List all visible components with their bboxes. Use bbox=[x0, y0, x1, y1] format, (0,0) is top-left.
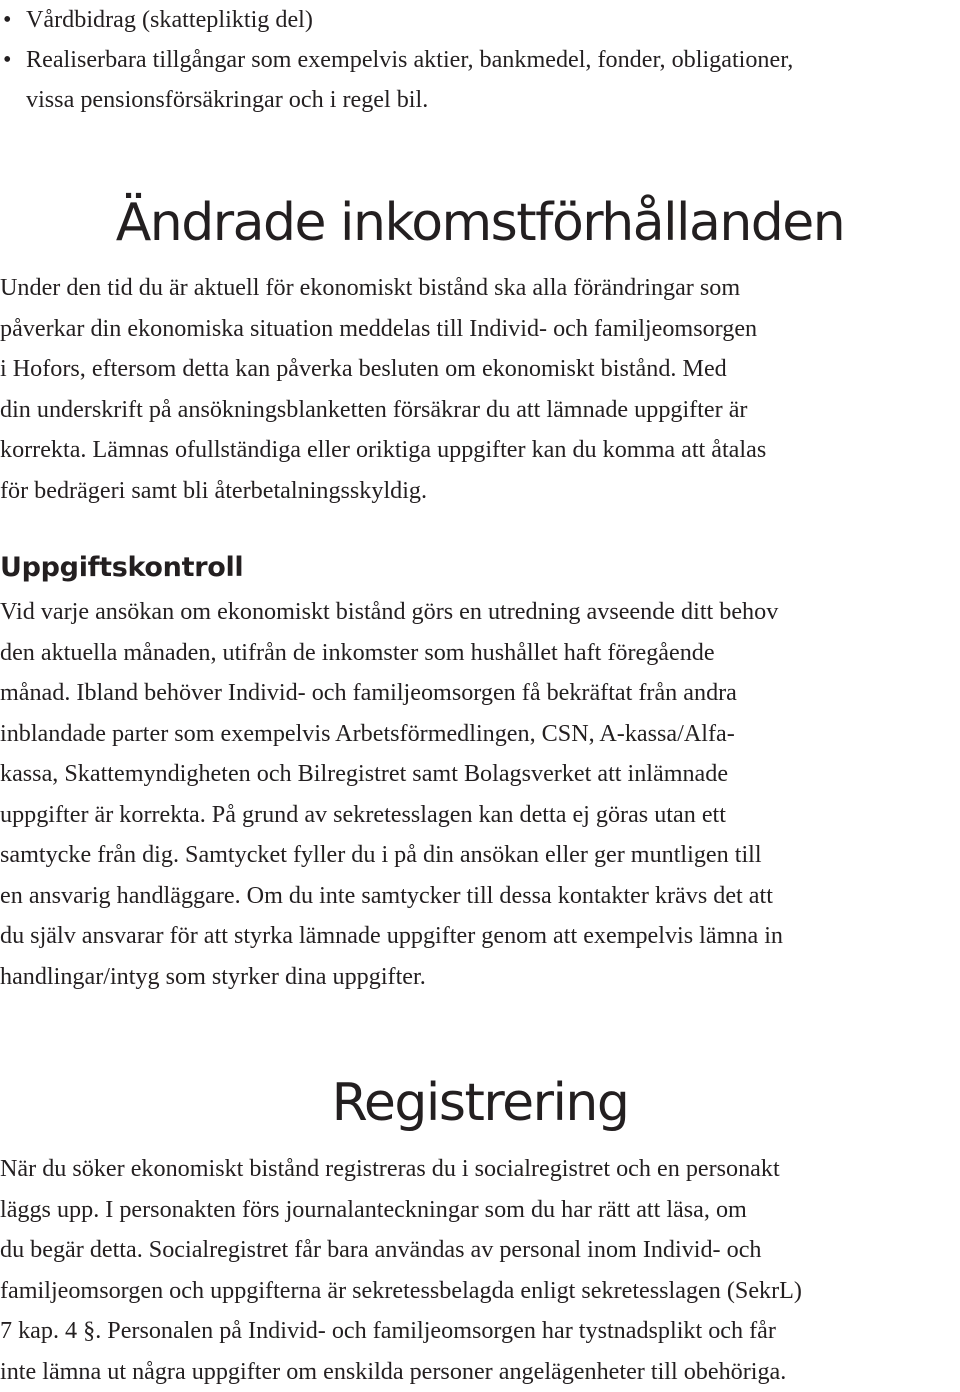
section-heading-registrering: Registrering bbox=[0, 1073, 960, 1133]
list-item-text: Vårdbidrag (skattepliktig del) bbox=[26, 0, 960, 40]
paragraph-line: inblandade parter som exempelvis Arbetsförmedlingen, CSN, A-kassa/Alfa- bbox=[0, 714, 960, 755]
bullet-marker: • bbox=[3, 40, 11, 80]
paragraph-uppgiftskontroll bbox=[0, 592, 960, 997]
paragraph-andrade bbox=[0, 268, 960, 511]
assets-bullet-list bbox=[0, 0, 960, 120]
paragraph-line: handlingar/intyg som styrker dina uppgifter. bbox=[0, 957, 960, 998]
paragraph-line: i Hofors, eftersom detta kan påverka besluten om ekonomiskt bistånd. Med bbox=[0, 349, 960, 390]
paragraph-line: inte lämna ut några uppgifter om enskilda personer angelägenheter till obehöriga. bbox=[0, 1352, 960, 1392]
list-item-text-line: vissa pensionsförsäkringar och i regel bil. bbox=[26, 80, 960, 120]
paragraph-line: samtycke från dig. Samtycket fyller du i på din ansökan eller ger muntligen till bbox=[0, 835, 960, 876]
paragraph-line: kassa, Skattemyndigheten och Bilregistret samt Bolagsverket att inlämnade bbox=[0, 754, 960, 795]
paragraph-line: läggs upp. I personakten förs journalanteckningar som du har rätt att läsa, om bbox=[0, 1190, 960, 1231]
subsection-heading-uppgiftskontroll: Uppgiftskontroll bbox=[0, 548, 243, 588]
paragraph-line: en ansvarig handläggare. Om du inte samtycker till dessa kontakter krävs det att bbox=[0, 876, 960, 917]
paragraph-line: den aktuella månaden, utifrån de inkomster som hushållet haft föregående bbox=[0, 633, 960, 674]
paragraph-line: När du söker ekonomiskt bistånd registreras du i socialregistret och en personakt bbox=[0, 1149, 960, 1190]
paragraph-line: månad. Ibland behöver Individ- och familjeomsorgen få bekräftat från andra bbox=[0, 673, 960, 714]
list-item-text-line: Realiserbara tillgångar som exempelvis aktier, bankmedel, fonder, obligationer, bbox=[26, 40, 960, 80]
paragraph-line: du själv ansvarar för att styrka lämnade uppgifter genom att exempelvis lämna in bbox=[0, 916, 960, 957]
paragraph-line: din underskrift på ansökningsblanketten försäkrar du att lämnade uppgifter är bbox=[0, 390, 960, 431]
paragraph-line: uppgifter är korrekta. På grund av sekretesslagen kan detta ej göras utan ett bbox=[0, 795, 960, 836]
paragraph-line: påverkar din ekonomiska situation meddelas till Individ- och familjeomsorgen bbox=[0, 309, 960, 350]
paragraph-line: 7 kap. 4 §. Personalen på Individ- och familjeomsorgen har tystnadsplikt och får bbox=[0, 1311, 960, 1352]
list-item bbox=[0, 40, 960, 120]
list-item bbox=[0, 0, 960, 40]
paragraph-line: Vid varje ansökan om ekonomiskt bistånd görs en utredning avseende ditt behov bbox=[0, 592, 960, 633]
paragraph-line: Under den tid du är aktuell för ekonomiskt bistånd ska alla förändringar som bbox=[0, 268, 960, 309]
paragraph-line: du begär detta. Socialregistret får bara användas av personal inom Individ- och bbox=[0, 1230, 960, 1271]
paragraph-line: för bedrägeri samt bli återbetalningsskyldig. bbox=[0, 471, 960, 512]
section-heading-andrade-inkomstforhallanden: Ändrade inkomstförhållanden bbox=[0, 193, 960, 253]
bullet-marker: • bbox=[3, 0, 11, 40]
paragraph-line: familjeomsorgen och uppgifterna är sekretessbelagda enligt sekretesslagen (SekrL) bbox=[0, 1271, 960, 1312]
paragraph-line: korrekta. Lämnas ofullständiga eller oriktiga uppgifter kan du komma att åtalas bbox=[0, 430, 960, 471]
paragraph-registrering bbox=[0, 1149, 960, 1392]
